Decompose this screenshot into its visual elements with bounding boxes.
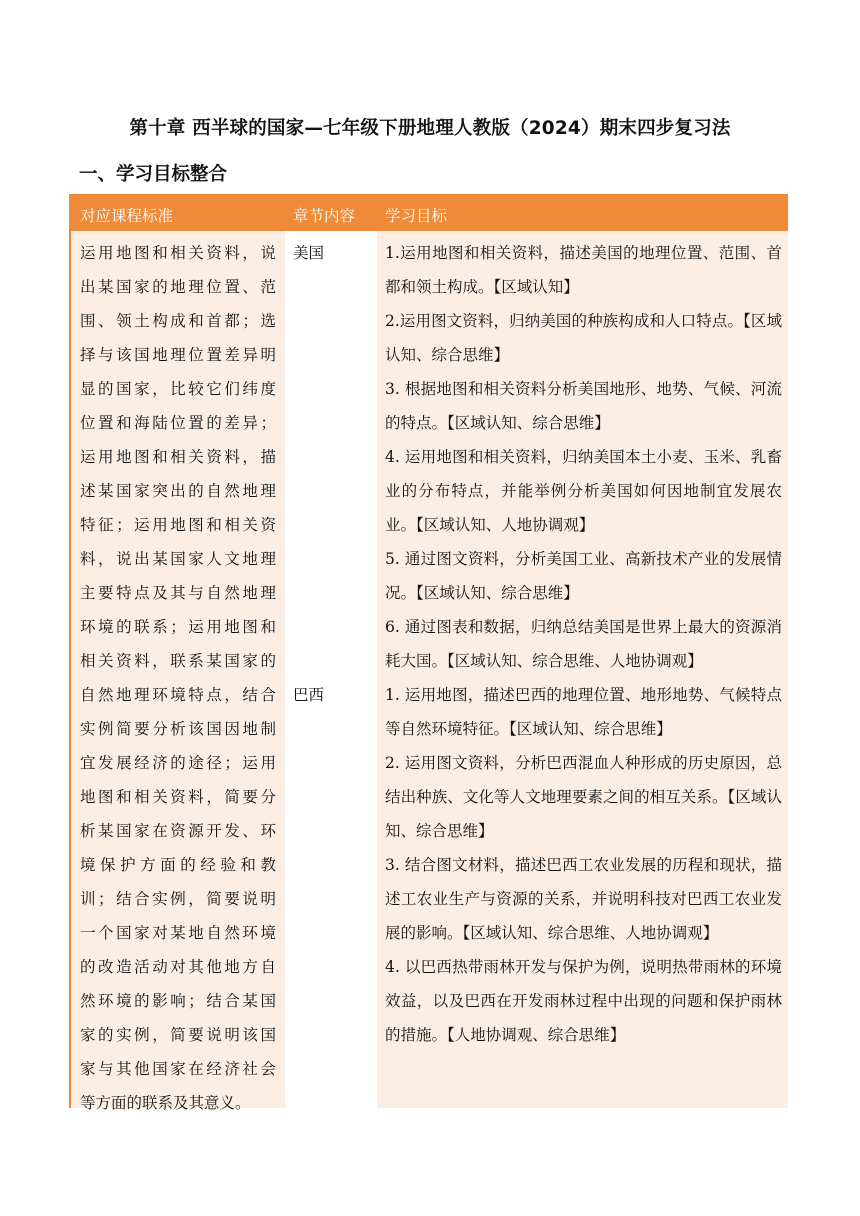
goal-item: 5. 通过图文资料，分析美国工业、高新技术产业的发展情况。【区域认知、综合思维】 — [385, 550, 782, 602]
standard-line: 择与该国地理位置差异明 — [80, 346, 276, 364]
goal-item: 4. 运用地图和相关资料，归纳美国本土小麦、玉米、乳畜业的分布特点，并能举例分析美国如何因地制宜发展农业。【区域认知、人地协调观】 — [385, 448, 782, 534]
standard-line: 显的国家，比较它们纬度 — [80, 380, 276, 398]
standard-line: 述某国家突出的自然地理 — [80, 482, 276, 500]
goal-item: 3. 结合图文材料，描述巴西工农业发展的历程和现状，描述工农业生产与资源的关系，并说明科技对巴西工农业发展的影响。【区域认知、综合思维、人地协调观】 — [385, 856, 782, 942]
goal-item: 6. 通过图表和数据，归纳总结美国是世界上最大的资源消耗大国。【区域认知、综合思维、人地协调观】 — [385, 618, 782, 670]
standard-line: 家与其他国家在经济社会 — [80, 1060, 276, 1078]
table-header-row — [71, 196, 786, 231]
standard-line: 实例简要分析该国因地制 — [80, 720, 276, 738]
goals-column — [377, 231, 788, 1108]
standard-line: 出某国家的地理位置、范 — [80, 278, 276, 296]
standard-line: 训；结合实例，简要说明 — [80, 890, 276, 908]
standard-line: 等方面的联系及其意义。 — [80, 1094, 251, 1112]
goal-item: 1. 运用地图，描述巴西的地理位置、地形地势、气候特点等自然环境特征。【区域认知、综合思维】 — [385, 686, 782, 738]
section-heading: 一、学习目标整合 — [79, 164, 228, 185]
standard-line: 料，说出某国家人文地理 — [80, 550, 276, 568]
header-standard: 对应课程标准 — [80, 207, 174, 225]
standard-line: 家的实例，简要说明该国 — [80, 1026, 276, 1044]
chapter-usa: 美国 — [293, 244, 325, 262]
document-title: 第十章 西半球的国家—七年级下册地理人教版（2024）期末四步复习法 — [129, 118, 731, 139]
standard-line: 环境的联系；运用地图和 — [80, 618, 276, 636]
chapter-brazil: 巴西 — [293, 686, 325, 704]
goal-item: 4. 以巴西热带雨林开发与保护为例，说明热带雨林的环境效益，以及巴西在开发雨林过程中出现的问题和保护雨林的措施。【人地协调观、综合思维】 — [385, 958, 782, 1044]
standard-line: 运用地图和相关资料，说 — [80, 244, 276, 262]
standard-line: 然环境的影响；结合某国 — [80, 992, 276, 1010]
brazil-goals — [385, 678, 782, 1052]
standard-line: 位置和海陆位置的差异； — [80, 414, 276, 432]
standard-line: 境保护方面的经验和教 — [80, 856, 276, 874]
usa-goals — [385, 236, 782, 678]
goal-item: 2. 运用图文资料，分析巴西混血人种形成的历史原因，总结出种族、文化等人文地理要素之间的相互关系。【区域认知、综合思维】 — [385, 754, 782, 840]
standard-line: 主要特点及其与自然地理 — [80, 584, 276, 602]
standard-column — [71, 231, 285, 1112]
goal-item: 1.运用地图和相关资料，描述美国的地理位置、范围、首都和领土构成。【区域认知】 — [385, 244, 782, 296]
header-chapter: 章节内容 — [293, 207, 356, 225]
standard-line: 相关资料，联系某国家的 — [80, 652, 276, 670]
standard-text — [80, 236, 276, 1120]
standard-line: 一个国家对某地自然环境 — [80, 924, 276, 942]
standard-line: 特征；运用地图和相关资 — [80, 516, 276, 534]
chapter-column — [285, 231, 377, 1108]
goal-item: 3. 根据地图和相关资料分析美国地形、地势、气候、河流的特点。【区域认知、综合思维】 — [385, 380, 782, 432]
learning-goals-table — [69, 194, 788, 1112]
header-goals: 学习目标 — [385, 207, 448, 225]
goal-item: 2.运用图文资料，归纳美国的种族构成和人口特点。【区域认知、综合思维】 — [385, 312, 782, 364]
standard-line: 自然地理环境特点，结合 — [80, 686, 276, 704]
standard-line: 围、领土构成和首都；选 — [80, 312, 276, 330]
standard-line: 析某国家在资源开发、环 — [80, 822, 276, 840]
standard-line: 运用地图和相关资料，描 — [80, 448, 276, 466]
standard-line: 宜发展经济的途径；运用 — [80, 754, 276, 772]
standard-line: 的改造活动对其他地方自 — [80, 958, 276, 976]
standard-line: 地图和相关资料，简要分 — [80, 788, 276, 806]
